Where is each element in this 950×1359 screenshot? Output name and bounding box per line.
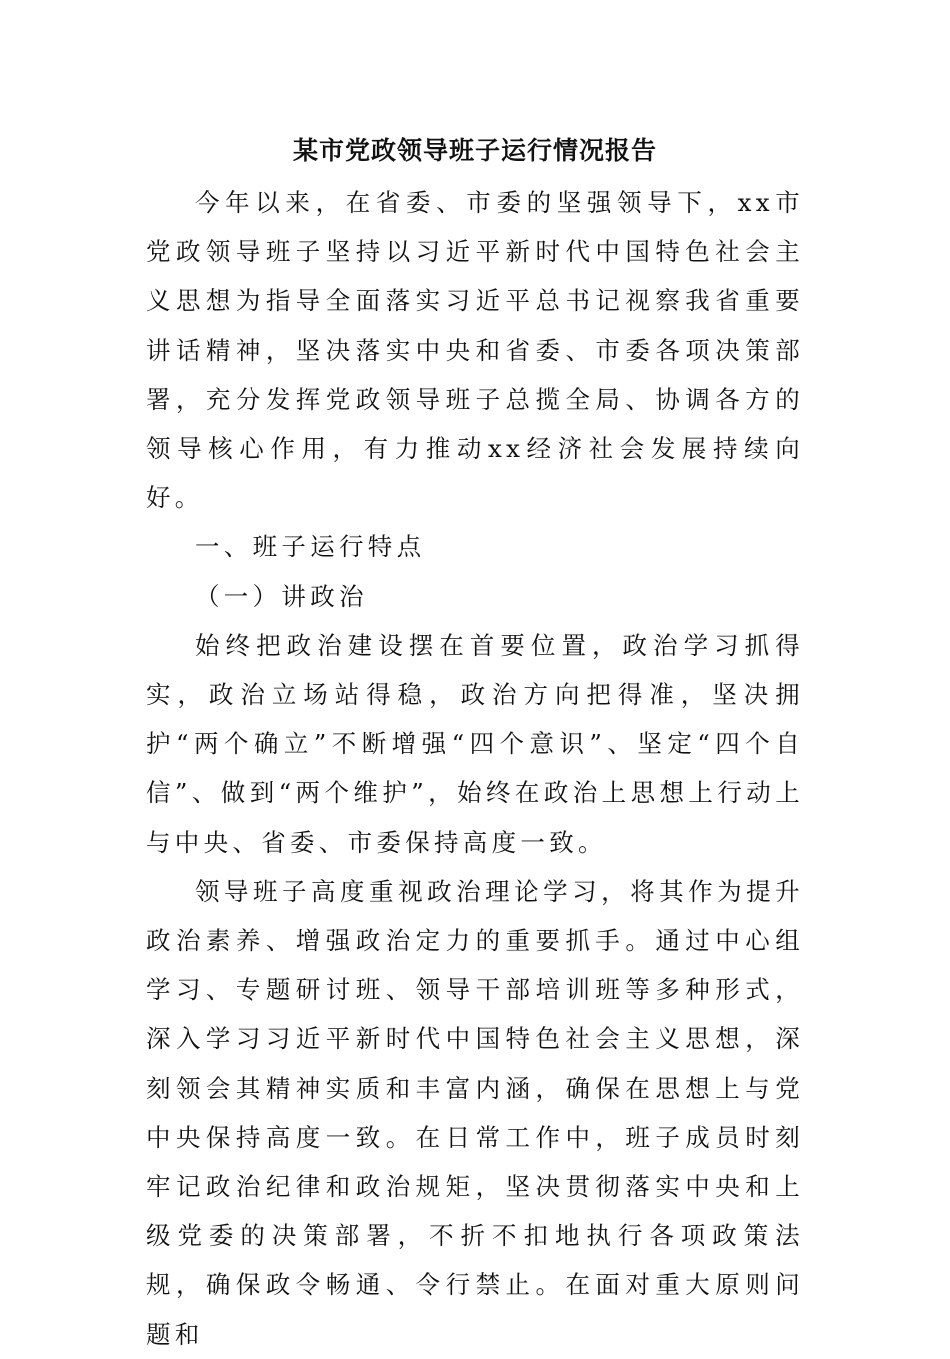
body-paragraph: 领导班子高度重视政治理论学习，将其作为提升政治素养、增强政治定力的重要抓手。通过中心组学习、专题研讨班、领导干部培训班等多种形式，深入学习习近平新时代中国特色社会主义思想，深刻领会其精神实质和丰富内涵，确保在思想上与党中央保持高度一致。在日常工作中，班子成员时刻牢记政治纪律和政治规矩，坚决贯彻落实中央和上级党委的决策部署，不折不扣地执行各项政策法规，确保政令畅通、令行禁止。在面对重大原则问题和 [146,876,804,1349]
body-paragraph: 始终把政治建设摆在首要位置，政治学习抓得实，政治立场站得稳，政治方向把得准，坚决拥护“两个确立”不断增强“四个意识”、坚定“四个自信”、做到“两个维护”，始终在政治上思想上行动上与中央、省委、市委保持高度一致。 [146,630,804,857]
document-body [146,178,804,1359]
intro-paragraph: 今年以来，在省委、市委的坚强领导下，xx市党政领导班子坚持以习近平新时代中国特色社会主义思想为指导全面落实习近平总书记视察我省重要讲话精神，坚决落实中央和省委、市委各项决策部署，充分发挥党政领导班子总揽全局、协调各方的领导核心作用，有力推动xx经济社会发展持续向好。 [146,188,804,513]
document-title: 某市党政领导班子运行情况报告 [292,136,657,165]
section-heading: 一、班子运行特点 [195,532,426,562]
subsection-heading: （一）讲政治 [195,581,368,611]
